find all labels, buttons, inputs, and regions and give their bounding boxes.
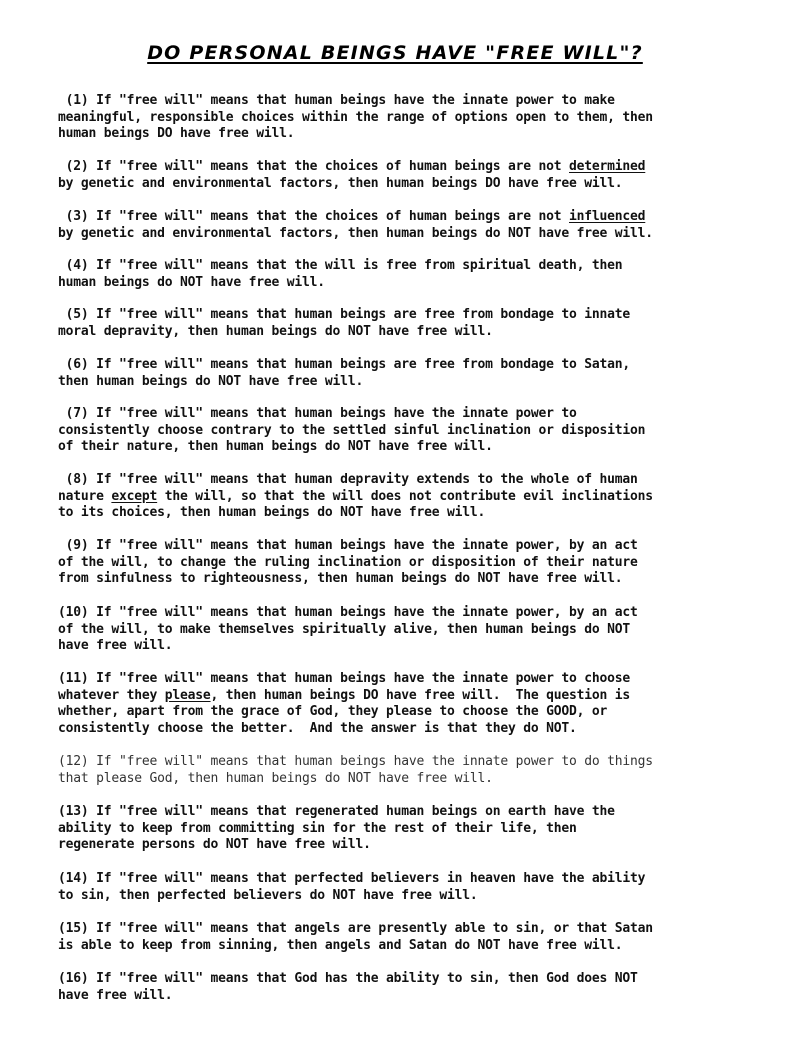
- paragraph-line: [58, 357, 758, 374]
- paragraph: [58, 472, 758, 522]
- paragraph-line: [58, 439, 758, 456]
- paragraph-line: [58, 126, 758, 143]
- text-run: is able to keep from sinning, then angels and Satan do NOT have free will.: [58, 937, 623, 953]
- paragraph: [58, 159, 758, 192]
- paragraph: [58, 921, 758, 954]
- text-run: consistently choose the better. And the answer is that they do NOT.: [58, 720, 577, 736]
- paragraph-line: [58, 176, 758, 193]
- text-run: by genetic and environmental factors, then human beings do NOT have free will.: [58, 225, 653, 241]
- paragraph-line: [58, 505, 758, 522]
- paragraph: [58, 754, 758, 787]
- text-run: of the will, to make themselves spiritually alive, then human beings do NOT: [58, 621, 630, 637]
- paragraph-line: [58, 771, 758, 788]
- paragraph-line: [58, 110, 758, 127]
- text-run: then human beings do NOT have free will.: [58, 373, 364, 389]
- text-run: (15) If "free will" means that angels are presently able to sin, or that Satan: [58, 921, 653, 936]
- paragraph-line: [58, 638, 758, 655]
- text-run: (9) If "free will" means that human beings have the innate power, by an act: [58, 538, 638, 553]
- text-run: whether, apart from the grace of God, they please to choose the GOOD, or: [58, 704, 608, 720]
- paragraph-line: [58, 406, 758, 423]
- paragraph: [58, 804, 758, 854]
- text-run: that please God, then human beings do NOT have free will.: [58, 770, 493, 786]
- paragraph-line: [58, 804, 758, 821]
- paragraph-line: [58, 472, 758, 489]
- paragraph-line: [58, 704, 758, 721]
- paragraph: [58, 93, 758, 143]
- paragraph-line: [58, 275, 758, 292]
- paragraph-line: [58, 555, 758, 572]
- underlined-word: determined: [569, 159, 646, 174]
- paragraph-line: [58, 971, 758, 988]
- text-run: (1) If "free will" means that human beings have the innate power to make: [58, 93, 615, 108]
- text-run: have free will.: [58, 987, 173, 1003]
- text-run: (16) If "free will" means that God has the ability to sin, then God does NOT: [58, 971, 638, 986]
- paragraph-line: [58, 226, 758, 243]
- paragraph-line: [58, 423, 758, 440]
- paragraph-line: [58, 871, 758, 888]
- paragraph-line: [58, 209, 758, 226]
- text-run: (2) If "free will" means that the choices of human beings are not: [58, 159, 569, 174]
- paragraph-line: [58, 307, 758, 324]
- text-run: whatever they: [58, 687, 165, 703]
- text-run: (12) If "free will" means that human beings have the innate power to do things: [58, 754, 653, 769]
- paragraph-line: [58, 324, 758, 341]
- paragraph-line: [58, 888, 758, 905]
- paragraph-line: [58, 988, 758, 1005]
- paragraph-line: [58, 538, 758, 555]
- text-run: nature: [58, 488, 112, 504]
- paragraph: [58, 538, 758, 588]
- text-run: (6) If "free will" means that human beings are free from bondage to Satan,: [58, 357, 630, 372]
- paragraph-line: [58, 671, 758, 688]
- paragraph-line: [58, 571, 758, 588]
- paragraph: [58, 671, 758, 737]
- paragraph-line: [58, 622, 758, 639]
- paragraph: [58, 307, 758, 340]
- paragraph-line: [58, 921, 758, 938]
- underlined-word: influenced: [569, 209, 646, 224]
- paragraph-line: [58, 489, 758, 506]
- text-run: to sin, then perfected believers do NOT have free will.: [58, 887, 478, 903]
- paragraph: [58, 871, 758, 904]
- paragraph-line: [58, 837, 758, 854]
- paragraph-line: [58, 159, 758, 176]
- text-run: (11) If "free will" means that human beings have the innate power to choose: [58, 671, 630, 686]
- text-run: (5) If "free will" means that human beings are free from bondage to innate: [58, 307, 630, 322]
- text-run: have free will.: [58, 638, 173, 654]
- text-run: ability to keep from committing sin for the rest of their life, then: [58, 820, 577, 836]
- text-run: (13) If "free will" means that regenerated human beings on earth have the: [58, 804, 615, 819]
- text-run: (8) If "free will" means that human depravity extends to the whole of human: [58, 472, 638, 487]
- text-run: (14) If "free will" means that perfected believers in heaven have the ability: [58, 871, 646, 886]
- text-run: (7) If "free will" means that human beings have the innate power to: [58, 406, 577, 421]
- text-run: of the will, to change the ruling inclination or disposition of their nature: [58, 554, 638, 570]
- paragraph-line: [58, 258, 758, 275]
- paragraph-line: [58, 938, 758, 955]
- paragraph: [58, 406, 758, 456]
- text-run: moral depravity, then human beings do NOT have free will.: [58, 323, 493, 339]
- text-run: regenerate persons do NOT have free will.: [58, 837, 371, 853]
- text-run: (10) If "free will" means that human beings have the innate power, by an act: [58, 605, 638, 620]
- paragraph-line: [58, 93, 758, 110]
- text-run: (3) If "free will" means that the choices of human beings are not: [58, 209, 569, 224]
- underlined-word: except: [111, 488, 158, 504]
- text-run: from sinfulness to righteousness, then human beings do NOT have free will.: [58, 571, 623, 587]
- paragraph-line: [58, 374, 758, 391]
- text-run: by genetic and environmental factors, then human beings DO have free will.: [58, 175, 623, 191]
- text-run: human beings do NOT have free will.: [58, 274, 325, 290]
- paragraph-line: [58, 721, 758, 738]
- text-run: the will, so that the will does not contribute evil inclinations: [157, 488, 653, 504]
- text-run: consistently choose contrary to the settled sinful inclination or disposition: [58, 422, 646, 438]
- text-run: meaningful, responsible choices within the range of options open to them, then: [58, 109, 653, 125]
- page-title: DO PERSONAL BEINGS HAVE "FREE WILL"?: [147, 42, 643, 64]
- text-run: (4) If "free will" means that the will is free from spiritual death, then: [58, 258, 623, 273]
- paragraph-line: [58, 605, 758, 622]
- paragraph-line: [58, 754, 758, 771]
- paragraph: [58, 209, 758, 242]
- paragraph: [58, 971, 758, 1004]
- paragraph: [58, 605, 758, 655]
- text-run: of their nature, then human beings do NOT have free will.: [58, 439, 493, 455]
- text-run: , then human beings DO have free will. The question is: [210, 687, 631, 703]
- paragraph: [58, 357, 758, 390]
- underlined-word: please: [164, 687, 211, 703]
- text-run: to its choices, then human beings do NOT have free will.: [58, 505, 486, 521]
- paragraph-line: [58, 821, 758, 838]
- paragraph-line: [58, 688, 758, 705]
- text-run: human beings DO have free will.: [58, 126, 295, 142]
- paragraph: [58, 258, 758, 291]
